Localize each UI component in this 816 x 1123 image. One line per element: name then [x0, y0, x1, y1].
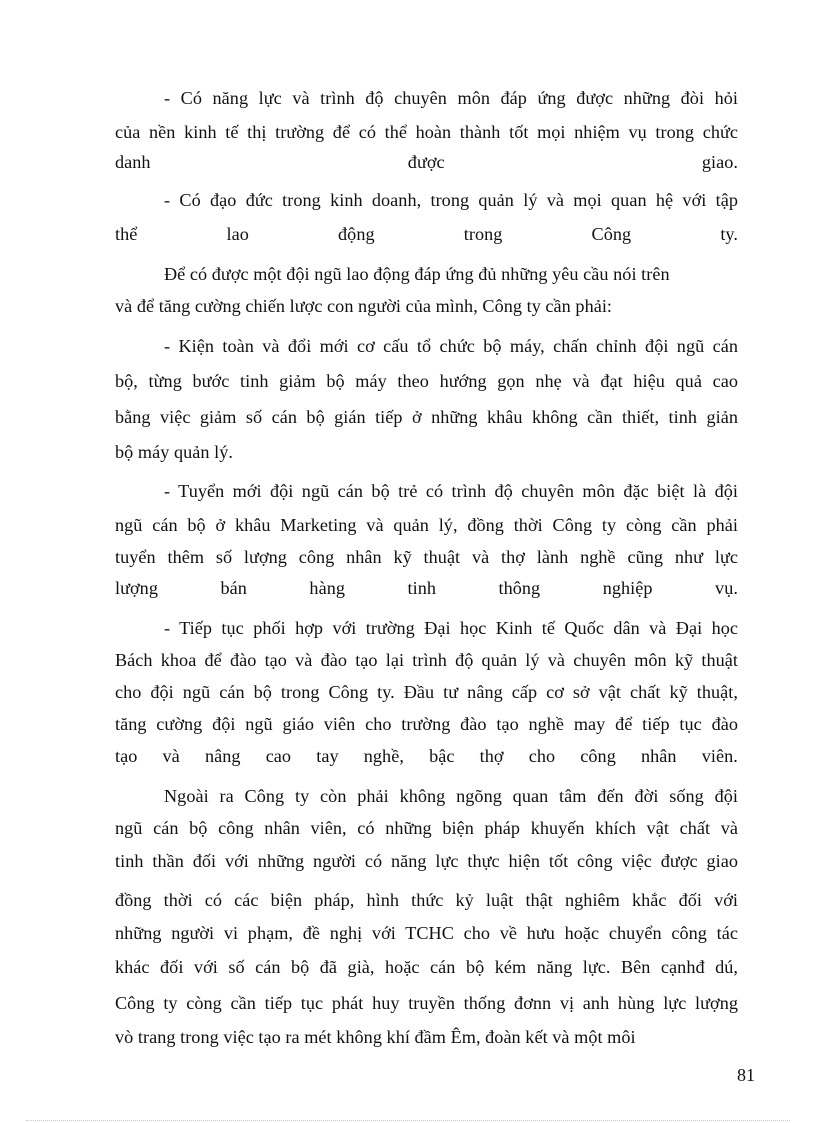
word: công: [580, 746, 616, 766]
text-line: đồng thời có các biện pháp, hình thức kỷ luật thật nghiêm khắc đối với: [115, 890, 738, 910]
text-line: - Kiện toàn và đổi mới cơ cấu tổ chức bộ máy, chấn chỉnh đội ngũ cán: [164, 336, 738, 356]
word: thợ: [479, 746, 504, 766]
word: nghiệp: [602, 578, 653, 598]
text-line: Để có được một đội ngũ lao động đáp ứng đủ những yêu cầu nói trên: [164, 264, 670, 284]
word: lượng: [115, 578, 158, 598]
text-line: bằng việc giảm số cán bộ gián tiếp ở những khâu không cần thiết, tinh giản: [115, 407, 738, 427]
text-line: và để tăng cường chiến lược con người của mình, Công ty cần phải:: [115, 296, 613, 316]
text-line: ngũ cán bộ ở khâu Marketing và quản lý, đồng thời Công ty còng cần phải: [115, 515, 738, 535]
text-line: tinh thần đối với những người có năng lực thực hiện tốt công việc được giao: [115, 851, 738, 871]
text-line-justified: [115, 222, 738, 246]
word: lao: [226, 224, 249, 244]
word: bán: [220, 578, 247, 598]
word: tinh: [407, 578, 436, 598]
word: nhân: [641, 746, 677, 766]
word: cao: [265, 746, 292, 766]
word: nghề,: [363, 746, 404, 766]
page-number: 81: [737, 1065, 755, 1085]
text-line: bộ máy quản lý.: [115, 442, 233, 462]
word: động: [338, 224, 375, 244]
text-line: những người vi phạm, đề nghị với TCHC cho về hưu hoặc chuyển công tác: [115, 923, 738, 943]
text-line-justified: [115, 744, 738, 768]
text-line: Công ty còng cần tiếp tục phát huy truyền thống đơnn vị anh hùng lực lượng: [115, 993, 738, 1013]
word: giao.: [701, 152, 738, 172]
word: bậc: [429, 746, 455, 766]
text-line: của nền kinh tế thị trường để có thể hoàn thành tốt mọi nhiệm vụ trong chức: [115, 122, 738, 142]
word: danh: [115, 152, 151, 172]
word: trong: [463, 224, 503, 244]
text-line-justified: [115, 576, 738, 600]
word: được: [407, 152, 445, 172]
text-line: - Có năng lực và trình độ chuyên môn đáp ứng được những đòi hỏi: [164, 88, 738, 108]
text-line: - Có đạo đức trong kinh doanh, trong quản lý và mọi quan hệ với tập: [164, 190, 738, 210]
text-line: cho đội ngũ cán bộ trong Công ty. Đầu tư nâng cấp cơ sở vật chất kỹ thuật,: [115, 682, 738, 702]
word: thông: [498, 578, 541, 598]
text-line: Bách khoa để đào tạo và đào tạo lại trình độ quản lý và chuyên môn kỹ thuật: [115, 650, 738, 670]
text-line-justified: [115, 150, 738, 174]
word: hàng: [309, 578, 345, 598]
word: tạo: [115, 746, 138, 766]
text-line: bộ, từng bước tinh giảm bộ máy theo hướng gọn nhẹ và đạt hiệu quả cao: [115, 371, 738, 391]
word: cho: [528, 746, 556, 766]
word: tay: [316, 746, 339, 766]
text-line: tuyển thêm số lượng công nhân kỹ thuật và thợ lành nghề cũng như lực: [115, 547, 738, 567]
text-line: khác đối với số cán bộ đã già, hoặc cán bộ kém năng lực. Bên cạnhđ dú,: [115, 957, 738, 977]
footer-rule: [26, 1120, 790, 1121]
text-line: Ngoài ra Công ty còn phải không ngõng quan tâm đến đời sống đội: [164, 786, 738, 806]
text-line: tăng cường đội ngũ giáo viên cho trường đào tạo nghề may để tiếp tục đào: [115, 714, 738, 734]
word: và: [162, 746, 180, 766]
word: Công: [591, 224, 632, 244]
word: nâng: [204, 746, 241, 766]
word: vụ.: [715, 578, 738, 598]
text-line: ngũ cán bộ công nhân viên, có những biện pháp khuyến khích vật chất và: [115, 818, 738, 838]
word: viên.: [701, 746, 738, 766]
word: thể: [115, 224, 138, 244]
text-line: - Tuyển mới đội ngũ cán bộ trẻ có trình độ chuyên môn đặc biệt là đội: [164, 481, 738, 501]
text-line: - Tiếp tục phối hợp với trường Đại học Kinh tế Quốc dân và Đại học: [164, 618, 738, 638]
word: ty.: [720, 224, 738, 244]
text-line: vò trang trong việc tạo ra mét không khí đầm Êm, đoàn kết và một môi: [115, 1027, 636, 1047]
